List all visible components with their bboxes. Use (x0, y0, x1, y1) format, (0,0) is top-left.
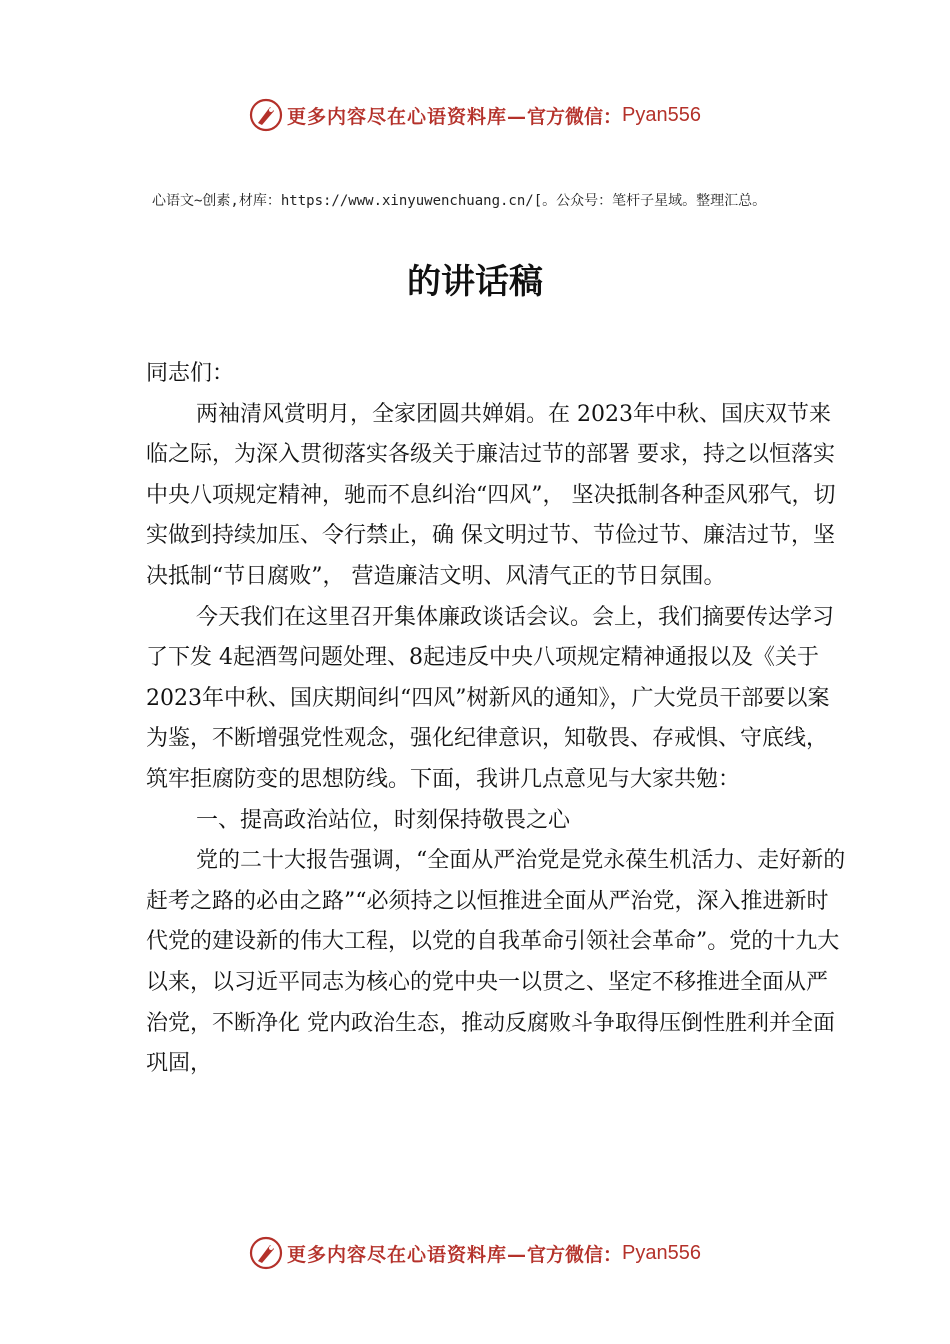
paragraph: 两袖清风赏明月，全家团圆共婵娟。在 2023年中秋、国庆双节来临之际，为深入贯彻落实各级关于廉洁过节的部署 要求，持之以恒落实中央八项规定精神，驰而不息纠治“四风”， 坚决抵制各种歪风邪气，切实做到持续加压、令行禁止，确 保文明过节、节俭过节、廉洁过节，坚决抵制“节日腐败”， 营造廉洁文明、风清气正的节日氛围。 (146, 401, 836, 589)
banner-brand-text: 更多内容尽在心语资料库— (287, 1243, 528, 1266)
pen-nib-logo-icon (249, 98, 283, 132)
footer-banner (0, 1231, 950, 1275)
banner-wechat-label: 官方微信： (527, 105, 623, 128)
header-banner (0, 93, 950, 137)
banner-brand-text: 更多内容尽在心语资料库— (287, 105, 528, 128)
paragraph: 今天我们在这里召开集体廉政谈话会议。会上，我们摘要传达学习了下发 4起酒驾问题处理、8起违反中央八项规定精神通报以及《关于 2023年中秋、国庆期间纠“四风”树新风的通知》，广大党员干部要以案为鉴，不断增强党性观念，强化纪律意识，知敬畏、存戒惧、守底线，筑牢拒腐防变的思想防线。下面，我讲几点意见与大家共勉： (146, 604, 835, 792)
salutation: 同志们： (146, 361, 235, 386)
section-heading: 一、提高政治站位，时刻保持敬畏之心 (196, 807, 571, 833)
source-line: 心语文~创素,材库：https://www.xinyuwenchuang.cn/[。公众号：笔杆子星域。整理汇总。 (152, 193, 767, 209)
pen-nib-logo-icon (249, 1236, 283, 1270)
paragraph: 党的二十大报告强调，“全面从严治党是党永葆生机活力、走好新的赶考之路的必由之路”“必须持之以恒推进全面从严治党，深入推进新时代党的建设新的伟大工程，以党的自我革命引领社会革命”。党的十九大以来，以习近平同志为核心的党中央一以贯之、坚定不移推进全面从严治党，不断净化 党内政治生态，推动反腐败斗争取得压倒性胜利并全面巩固， (146, 848, 846, 1077)
banner-wechat-id: Pyan556 (622, 103, 701, 126)
speech-body (146, 354, 846, 1085)
banner-wechat-label: 官方微信： (527, 1243, 623, 1266)
page-title: 的讲话稿 (407, 262, 543, 302)
banner-wechat-id: Pyan556 (622, 1241, 701, 1264)
